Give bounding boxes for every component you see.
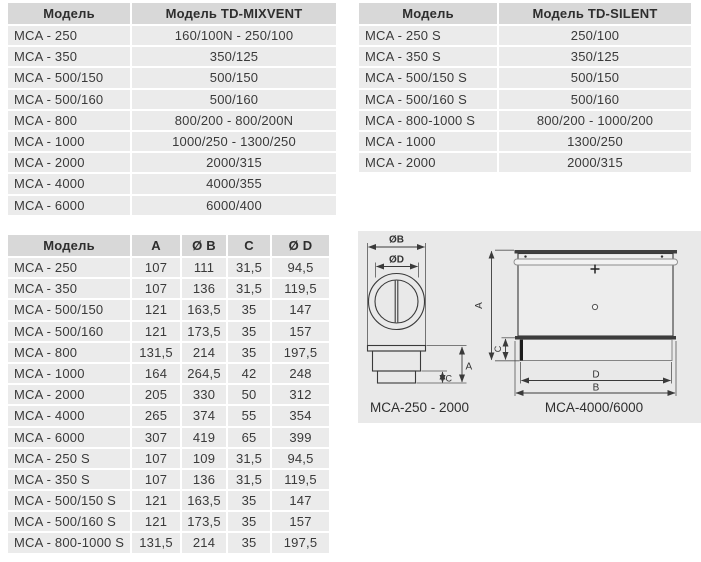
a-cell: 107 [132,449,180,468]
model-cell: MCA - 6000 [8,196,130,215]
value-cell: 1000/250 - 1300/250 [132,132,336,151]
table-header-row [8,3,336,24]
table-row [8,279,329,298]
d-cell: 399 [272,428,329,447]
left-view-caption: MCA-250 - 2000 [369,400,470,415]
spigot-body [520,340,672,361]
a-cell: 121 [132,322,180,341]
model-header: Модель [8,235,130,256]
table-header-row [8,235,329,256]
d-cell: 94,5 [272,258,329,277]
dim-od-label: ØD [389,254,404,266]
technical-drawing [358,231,701,423]
c-cell: 35 [228,300,270,319]
model-cell: MCA - 350 S [359,47,497,66]
model-cell: MCA - 250 S [8,449,130,468]
b-cell: 330 [182,385,226,404]
stiffening-bead [514,259,678,265]
d-cell: 312 [272,385,329,404]
table-row [8,533,329,552]
drain-hole [592,304,597,309]
table-row [8,47,336,66]
table-row [8,300,329,319]
c-cell: 50 [228,385,270,404]
c-cell: 31,5 [228,470,270,489]
table-row [8,174,336,193]
b-cell: 374 [182,406,226,425]
d-cell: 354 [272,406,329,425]
model-cell: MCA - 500/150 S [359,68,497,87]
table-row [359,90,691,109]
model-cell: MCA - 250 [8,258,130,277]
value-cell: 500/160 [132,90,336,109]
mixvent-table-body [8,26,336,215]
b-cell: 173,5 [182,512,226,531]
model-cell: MCA - 6000 [8,428,130,447]
model-cell: MCA - 800 [8,111,130,130]
dimensions-table [8,235,329,555]
table-row [8,68,336,87]
table-row [359,47,691,66]
value-cell: 6000/400 [132,196,336,215]
d-cell: 197,5 [272,533,329,552]
c-cell: 31,5 [228,258,270,277]
silent-header: Модель TD-SILENT [499,3,691,24]
c-cell: 35 [228,343,270,362]
table-row [8,258,329,277]
table-row [8,26,336,45]
c-cell: 31,5 [228,449,270,468]
table-row [359,153,691,172]
value-cell: 2000/315 [499,153,691,172]
inner-ring [375,280,418,323]
table-row [359,68,691,87]
dim-b-header: Ø B [182,235,226,256]
a-cell: 265 [132,406,180,425]
mixvent-header: Модель TD-MIXVENT [132,3,336,24]
value-cell: 350/125 [499,47,691,66]
table-row [8,196,336,215]
spigot-profile [378,371,416,383]
b-cell: 264,5 [182,364,226,383]
value-cell: 350/125 [132,47,336,66]
a-cell: 164 [132,364,180,383]
b-cell: 214 [182,343,226,362]
a-cell: 205 [132,385,180,404]
d-cell: 147 [272,491,329,510]
table-row [359,132,691,151]
dim-a-header: A [132,235,180,256]
value-cell: 500/150 [499,68,691,87]
model-cell: MCA - 1000 [8,364,130,383]
value-cell: 500/160 [499,90,691,109]
model-cell: MCA - 500/150 [8,68,130,87]
c-cell: 42 [228,364,270,383]
model-cell: MCA - 500/160 S [359,90,497,109]
b-cell: 111 [182,258,226,277]
dim-c-header: C [228,235,270,256]
b-cell: 136 [182,470,226,489]
model-cell: MCA - 800-1000 S [359,111,497,130]
table-row [8,449,329,468]
table-row [8,153,336,172]
body-profile [373,351,421,371]
table-row [8,322,329,341]
model-cell: MCA - 800 [8,343,130,362]
model-cell: MCA - 350 [8,279,130,298]
left-view-outline [368,274,426,384]
dim-c-right-label: C [493,345,503,353]
dim-b-label: B [592,382,600,394]
table-row [8,406,329,425]
left-view-dimensions [368,243,467,383]
d-cell: 157 [272,322,329,341]
table-row [8,343,329,362]
flange-profile [368,346,426,352]
dim-a-right-label: A [474,302,485,309]
c-cell: 35 [228,512,270,531]
b-cell: 136 [182,279,226,298]
model-cell: MCA - 250 S [359,26,497,45]
model-cell: MCA - 4000 [8,174,130,193]
d-cell: 157 [272,512,329,531]
table-header-row [359,3,691,24]
value-cell: 160/100N - 250/100 [132,26,336,45]
value-cell: 2000/315 [132,153,336,172]
model-cell: MCA - 500/160 [8,322,130,341]
a-cell: 131,5 [132,343,180,362]
c-cell: 55 [228,406,270,425]
dim-c-left-label: C [445,373,452,384]
table-row [8,364,329,383]
model-header: Модель [359,3,497,24]
table-row [8,470,329,489]
value-cell: 250/100 [499,26,691,45]
model-cell: MCA - 500/150 [8,300,130,319]
model-cell: MCA - 500/160 S [8,512,130,531]
table-row [8,385,329,404]
model-cell: MCA - 350 S [8,470,130,489]
a-cell: 121 [132,491,180,510]
d-cell: 94,5 [272,449,329,468]
value-cell: 4000/355 [132,174,336,193]
model-cell: MCA - 1000 [8,132,130,151]
bottom-flange [515,336,676,340]
model-cell: MCA - 500/160 [8,90,130,109]
dim-a-left-label: A [465,361,473,373]
b-cell: 173,5 [182,322,226,341]
value-cell: 800/200 - 1000/200 [499,111,691,130]
c-cell: 35 [228,533,270,552]
diagram-panel [358,231,701,423]
b-cell: 163,5 [182,491,226,510]
table-row [359,26,691,45]
model-cell: MCA - 2000 [8,153,130,172]
table-row [8,132,336,151]
b-cell: 419 [182,428,226,447]
mixvent-table [8,3,336,217]
dim-d-header: Ø D [272,235,329,256]
value-cell: 800/200 - 800/200N [132,111,336,130]
silent-table-body [359,26,691,172]
model-cell: MCA - 4000 [8,406,130,425]
d-cell: 197,5 [272,343,329,362]
rivet-dot [661,255,663,257]
model-cell: MCA - 500/150 S [8,491,130,510]
model-cell: MCA - 2000 [8,385,130,404]
model-cell: MCA - 800-1000 S [8,533,130,552]
dim-ob-label: ØB [389,234,404,246]
b-cell: 214 [182,533,226,552]
table-row [8,111,336,130]
model-cell: MCA - 1000 [359,132,497,151]
value-cell: 500/150 [132,68,336,87]
outer-ring [369,274,425,330]
dim-d-label: D [592,369,600,381]
a-cell: 121 [132,512,180,531]
table-row [8,512,329,531]
d-cell: 119,5 [272,470,329,489]
c-cell: 35 [228,491,270,510]
a-cell: 107 [132,470,180,489]
a-cell: 107 [132,279,180,298]
a-cell: 307 [132,428,180,447]
table-row [359,111,691,130]
dimensions-table-body [8,258,329,553]
c-cell: 65 [228,428,270,447]
value-cell: 1300/250 [499,132,691,151]
table-row [8,491,329,510]
table-row [8,428,329,447]
rivet-dot [524,255,526,257]
c-cell: 35 [228,322,270,341]
table-row [8,90,336,109]
d-cell: 119,5 [272,279,329,298]
d-cell: 147 [272,300,329,319]
spigot-end-cap [520,340,523,361]
model-header: Модель [8,3,130,24]
model-cell: MCA - 2000 [359,153,497,172]
right-view-caption: MCA-4000/6000 [544,400,644,415]
d-cell: 248 [272,364,329,383]
b-cell: 109 [182,449,226,468]
a-cell: 107 [132,258,180,277]
b-cell: 163,5 [182,300,226,319]
right-view-outline [514,250,678,361]
model-cell: MCA - 250 [8,26,130,45]
c-cell: 31,5 [228,279,270,298]
silent-table [359,3,691,174]
model-cell: MCA - 350 [8,47,130,66]
a-cell: 131,5 [132,533,180,552]
a-cell: 121 [132,300,180,319]
